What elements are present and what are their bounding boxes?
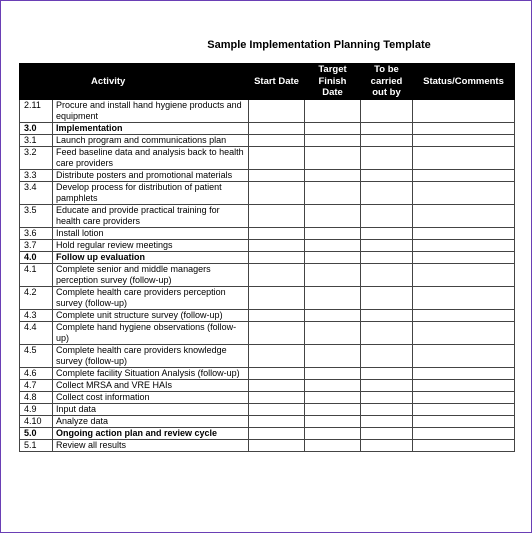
- row-activity: Collect cost information: [53, 392, 249, 404]
- start-date-cell[interactable]: [249, 416, 305, 428]
- target-finish-date-cell[interactable]: [305, 440, 361, 452]
- page-title: Sample Implementation Planning Template: [207, 39, 431, 51]
- row-activity: Collect MRSA and VRE HAIs: [53, 380, 249, 392]
- row-activity: Hold regular review meetings: [53, 240, 249, 252]
- target-finish-date-cell[interactable]: [305, 100, 361, 123]
- carried-out-by-cell[interactable]: [361, 264, 413, 287]
- row-activity: Complete unit structure survey (follow-up): [53, 310, 249, 322]
- row-number: 4.10: [20, 416, 53, 428]
- target-finish-date-cell[interactable]: [305, 182, 361, 205]
- row-number: 5.0: [20, 428, 53, 440]
- carried-out-by-cell[interactable]: [361, 416, 413, 428]
- status-comments-cell[interactable]: [413, 147, 515, 170]
- carried-out-by-cell[interactable]: [361, 345, 413, 368]
- row-activity: Complete senior and middle managers perception survey (follow-up): [53, 264, 249, 287]
- status-comments-cell[interactable]: [413, 428, 515, 440]
- row-number: 3.5: [20, 205, 53, 228]
- row-activity: Distribute posters and promotional materials: [53, 170, 249, 182]
- target-finish-date-cell[interactable]: [305, 264, 361, 287]
- carried-out-by-cell[interactable]: [361, 392, 413, 404]
- target-finish-date-cell[interactable]: [305, 205, 361, 228]
- target-finish-date-cell[interactable]: [305, 228, 361, 240]
- table-row: [20, 264, 515, 287]
- row-number: 3.0: [20, 123, 53, 135]
- start-date-cell[interactable]: [249, 205, 305, 228]
- row-activity: Follow up evaluation: [53, 252, 249, 264]
- table-row: [20, 404, 515, 416]
- status-comments-cell[interactable]: [413, 240, 515, 252]
- start-date-cell[interactable]: [249, 345, 305, 368]
- row-activity: Complete facility Situation Analysis (follow-up): [53, 368, 249, 380]
- row-activity: Implementation: [53, 123, 249, 135]
- row-number: 5.1: [20, 440, 53, 452]
- row-number: 3.6: [20, 228, 53, 240]
- target-finish-date-cell[interactable]: [305, 392, 361, 404]
- carried-out-by-cell[interactable]: [361, 252, 413, 264]
- row-number: 4.4: [20, 322, 53, 345]
- start-date-cell[interactable]: [249, 240, 305, 252]
- carried-out-by-cell[interactable]: [361, 228, 413, 240]
- carried-out-by-cell[interactable]: [361, 440, 413, 452]
- carried-out-by-cell[interactable]: [361, 205, 413, 228]
- start-date-cell[interactable]: [249, 440, 305, 452]
- status-comments-cell[interactable]: [413, 404, 515, 416]
- table-row: [20, 135, 515, 147]
- row-activity: Launch program and communications plan: [53, 135, 249, 147]
- carried-out-by-cell[interactable]: [361, 380, 413, 392]
- target-finish-date-cell[interactable]: [305, 252, 361, 264]
- row-number: 4.2: [20, 287, 53, 310]
- start-date-cell[interactable]: [249, 404, 305, 416]
- header-start-date: Start Date: [249, 64, 305, 100]
- row-activity: Review all results: [53, 440, 249, 452]
- table-row: [20, 368, 515, 380]
- row-number: 4.9: [20, 404, 53, 416]
- carried-out-by-cell[interactable]: [361, 287, 413, 310]
- status-comments-cell[interactable]: [413, 100, 515, 123]
- header-activity: Activity: [53, 64, 249, 100]
- table-row: [20, 287, 515, 310]
- row-activity: Analyze data: [53, 416, 249, 428]
- status-comments-cell[interactable]: [413, 345, 515, 368]
- section-row: [20, 428, 515, 440]
- start-date-cell[interactable]: [249, 135, 305, 147]
- target-finish-date-cell[interactable]: [305, 123, 361, 135]
- section-row: [20, 123, 515, 135]
- start-date-cell[interactable]: [249, 310, 305, 322]
- carried-out-by-cell[interactable]: [361, 147, 413, 170]
- row-activity: Procure and install hand hygiene products and equipment: [53, 100, 249, 123]
- row-number: 3.1: [20, 135, 53, 147]
- status-comments-cell[interactable]: [413, 135, 515, 147]
- table-row: [20, 345, 515, 368]
- status-comments-cell[interactable]: [413, 380, 515, 392]
- status-comments-cell[interactable]: [413, 392, 515, 404]
- start-date-cell[interactable]: [249, 182, 305, 205]
- table-row: [20, 416, 515, 428]
- start-date-cell[interactable]: [249, 428, 305, 440]
- carried-out-by-cell[interactable]: [361, 428, 413, 440]
- header-status-comments: Status/Comments: [413, 64, 515, 100]
- status-comments-cell[interactable]: [413, 440, 515, 452]
- table-row: [20, 310, 515, 322]
- row-activity: Complete health care providers perception survey (follow-up): [53, 287, 249, 310]
- target-finish-date-cell[interactable]: [305, 416, 361, 428]
- start-date-cell[interactable]: [249, 287, 305, 310]
- status-comments-cell[interactable]: [413, 287, 515, 310]
- carried-out-by-cell[interactable]: [361, 123, 413, 135]
- header-number: [20, 64, 53, 100]
- start-date-cell[interactable]: [249, 252, 305, 264]
- row-activity: Install lotion: [53, 228, 249, 240]
- start-date-cell[interactable]: [249, 100, 305, 123]
- status-comments-cell[interactable]: [413, 205, 515, 228]
- row-number: 3.7: [20, 240, 53, 252]
- row-number: 3.4: [20, 182, 53, 205]
- start-date-cell[interactable]: [249, 228, 305, 240]
- target-finish-date-cell[interactable]: [305, 147, 361, 170]
- row-number: 4.3: [20, 310, 53, 322]
- row-number: 4.0: [20, 252, 53, 264]
- status-comments-cell[interactable]: [413, 368, 515, 380]
- table-row: [20, 100, 515, 123]
- target-finish-date-cell[interactable]: [305, 428, 361, 440]
- row-activity: Ongoing action plan and review cycle: [53, 428, 249, 440]
- status-comments-cell[interactable]: [413, 322, 515, 345]
- target-finish-date-cell[interactable]: [305, 310, 361, 322]
- status-comments-cell[interactable]: [413, 252, 515, 264]
- target-finish-date-cell[interactable]: [305, 170, 361, 182]
- start-date-cell[interactable]: [249, 123, 305, 135]
- target-finish-date-cell[interactable]: [305, 287, 361, 310]
- status-comments-cell[interactable]: [413, 182, 515, 205]
- row-number: 2.11: [20, 100, 53, 123]
- table-row: [20, 380, 515, 392]
- carried-out-by-cell[interactable]: [361, 322, 413, 345]
- row-activity: Complete health care providers knowledge survey (follow-up): [53, 345, 249, 368]
- start-date-cell[interactable]: [249, 170, 305, 182]
- row-number: 4.6: [20, 368, 53, 380]
- implementation-plan-table: [19, 63, 515, 452]
- table-header-row: [20, 64, 515, 100]
- target-finish-date-cell[interactable]: [305, 240, 361, 252]
- table-row: [20, 440, 515, 452]
- table-row: [20, 205, 515, 228]
- start-date-cell[interactable]: [249, 368, 305, 380]
- target-finish-date-cell[interactable]: [305, 368, 361, 380]
- carried-out-by-cell[interactable]: [361, 310, 413, 322]
- table-row: [20, 147, 515, 170]
- status-comments-cell[interactable]: [413, 123, 515, 135]
- table-body: [20, 100, 515, 452]
- row-number: 3.3: [20, 170, 53, 182]
- row-activity: Develop process for distribution of patient pamphlets: [53, 182, 249, 205]
- table-row: [20, 322, 515, 345]
- target-finish-date-cell[interactable]: [305, 380, 361, 392]
- carried-out-by-cell[interactable]: [361, 182, 413, 205]
- section-row: [20, 252, 515, 264]
- carried-out-by-cell[interactable]: [361, 368, 413, 380]
- table-row: [20, 182, 515, 205]
- target-finish-date-cell[interactable]: [305, 135, 361, 147]
- row-number: 4.1: [20, 264, 53, 287]
- row-number: 4.7: [20, 380, 53, 392]
- status-comments-cell[interactable]: [413, 264, 515, 287]
- start-date-cell[interactable]: [249, 380, 305, 392]
- row-activity: Input data: [53, 404, 249, 416]
- start-date-cell[interactable]: [249, 147, 305, 170]
- header-carried-out-by: To be carried out by: [361, 64, 413, 100]
- table-row: [20, 228, 515, 240]
- row-activity: Educate and provide practical training for health care providers: [53, 205, 249, 228]
- start-date-cell[interactable]: [249, 322, 305, 345]
- header-target-finish-date: Target Finish Date: [305, 64, 361, 100]
- carried-out-by-cell[interactable]: [361, 240, 413, 252]
- status-comments-cell[interactable]: [413, 170, 515, 182]
- target-finish-date-cell[interactable]: [305, 404, 361, 416]
- target-finish-date-cell[interactable]: [305, 345, 361, 368]
- row-activity: Complete hand hygiene observations (follow-up): [53, 322, 249, 345]
- status-comments-cell[interactable]: [413, 416, 515, 428]
- carried-out-by-cell[interactable]: [361, 100, 413, 123]
- status-comments-cell[interactable]: [413, 310, 515, 322]
- table-row: [20, 240, 515, 252]
- status-comments-cell[interactable]: [413, 228, 515, 240]
- carried-out-by-cell[interactable]: [361, 135, 413, 147]
- start-date-cell[interactable]: [249, 264, 305, 287]
- table-row: [20, 392, 515, 404]
- carried-out-by-cell[interactable]: [361, 404, 413, 416]
- row-number: 3.2: [20, 147, 53, 170]
- row-activity: Feed baseline data and analysis back to health care providers: [53, 147, 249, 170]
- target-finish-date-cell[interactable]: [305, 322, 361, 345]
- start-date-cell[interactable]: [249, 392, 305, 404]
- table-row: [20, 170, 515, 182]
- row-number: 4.8: [20, 392, 53, 404]
- row-number: 4.5: [20, 345, 53, 368]
- carried-out-by-cell[interactable]: [361, 170, 413, 182]
